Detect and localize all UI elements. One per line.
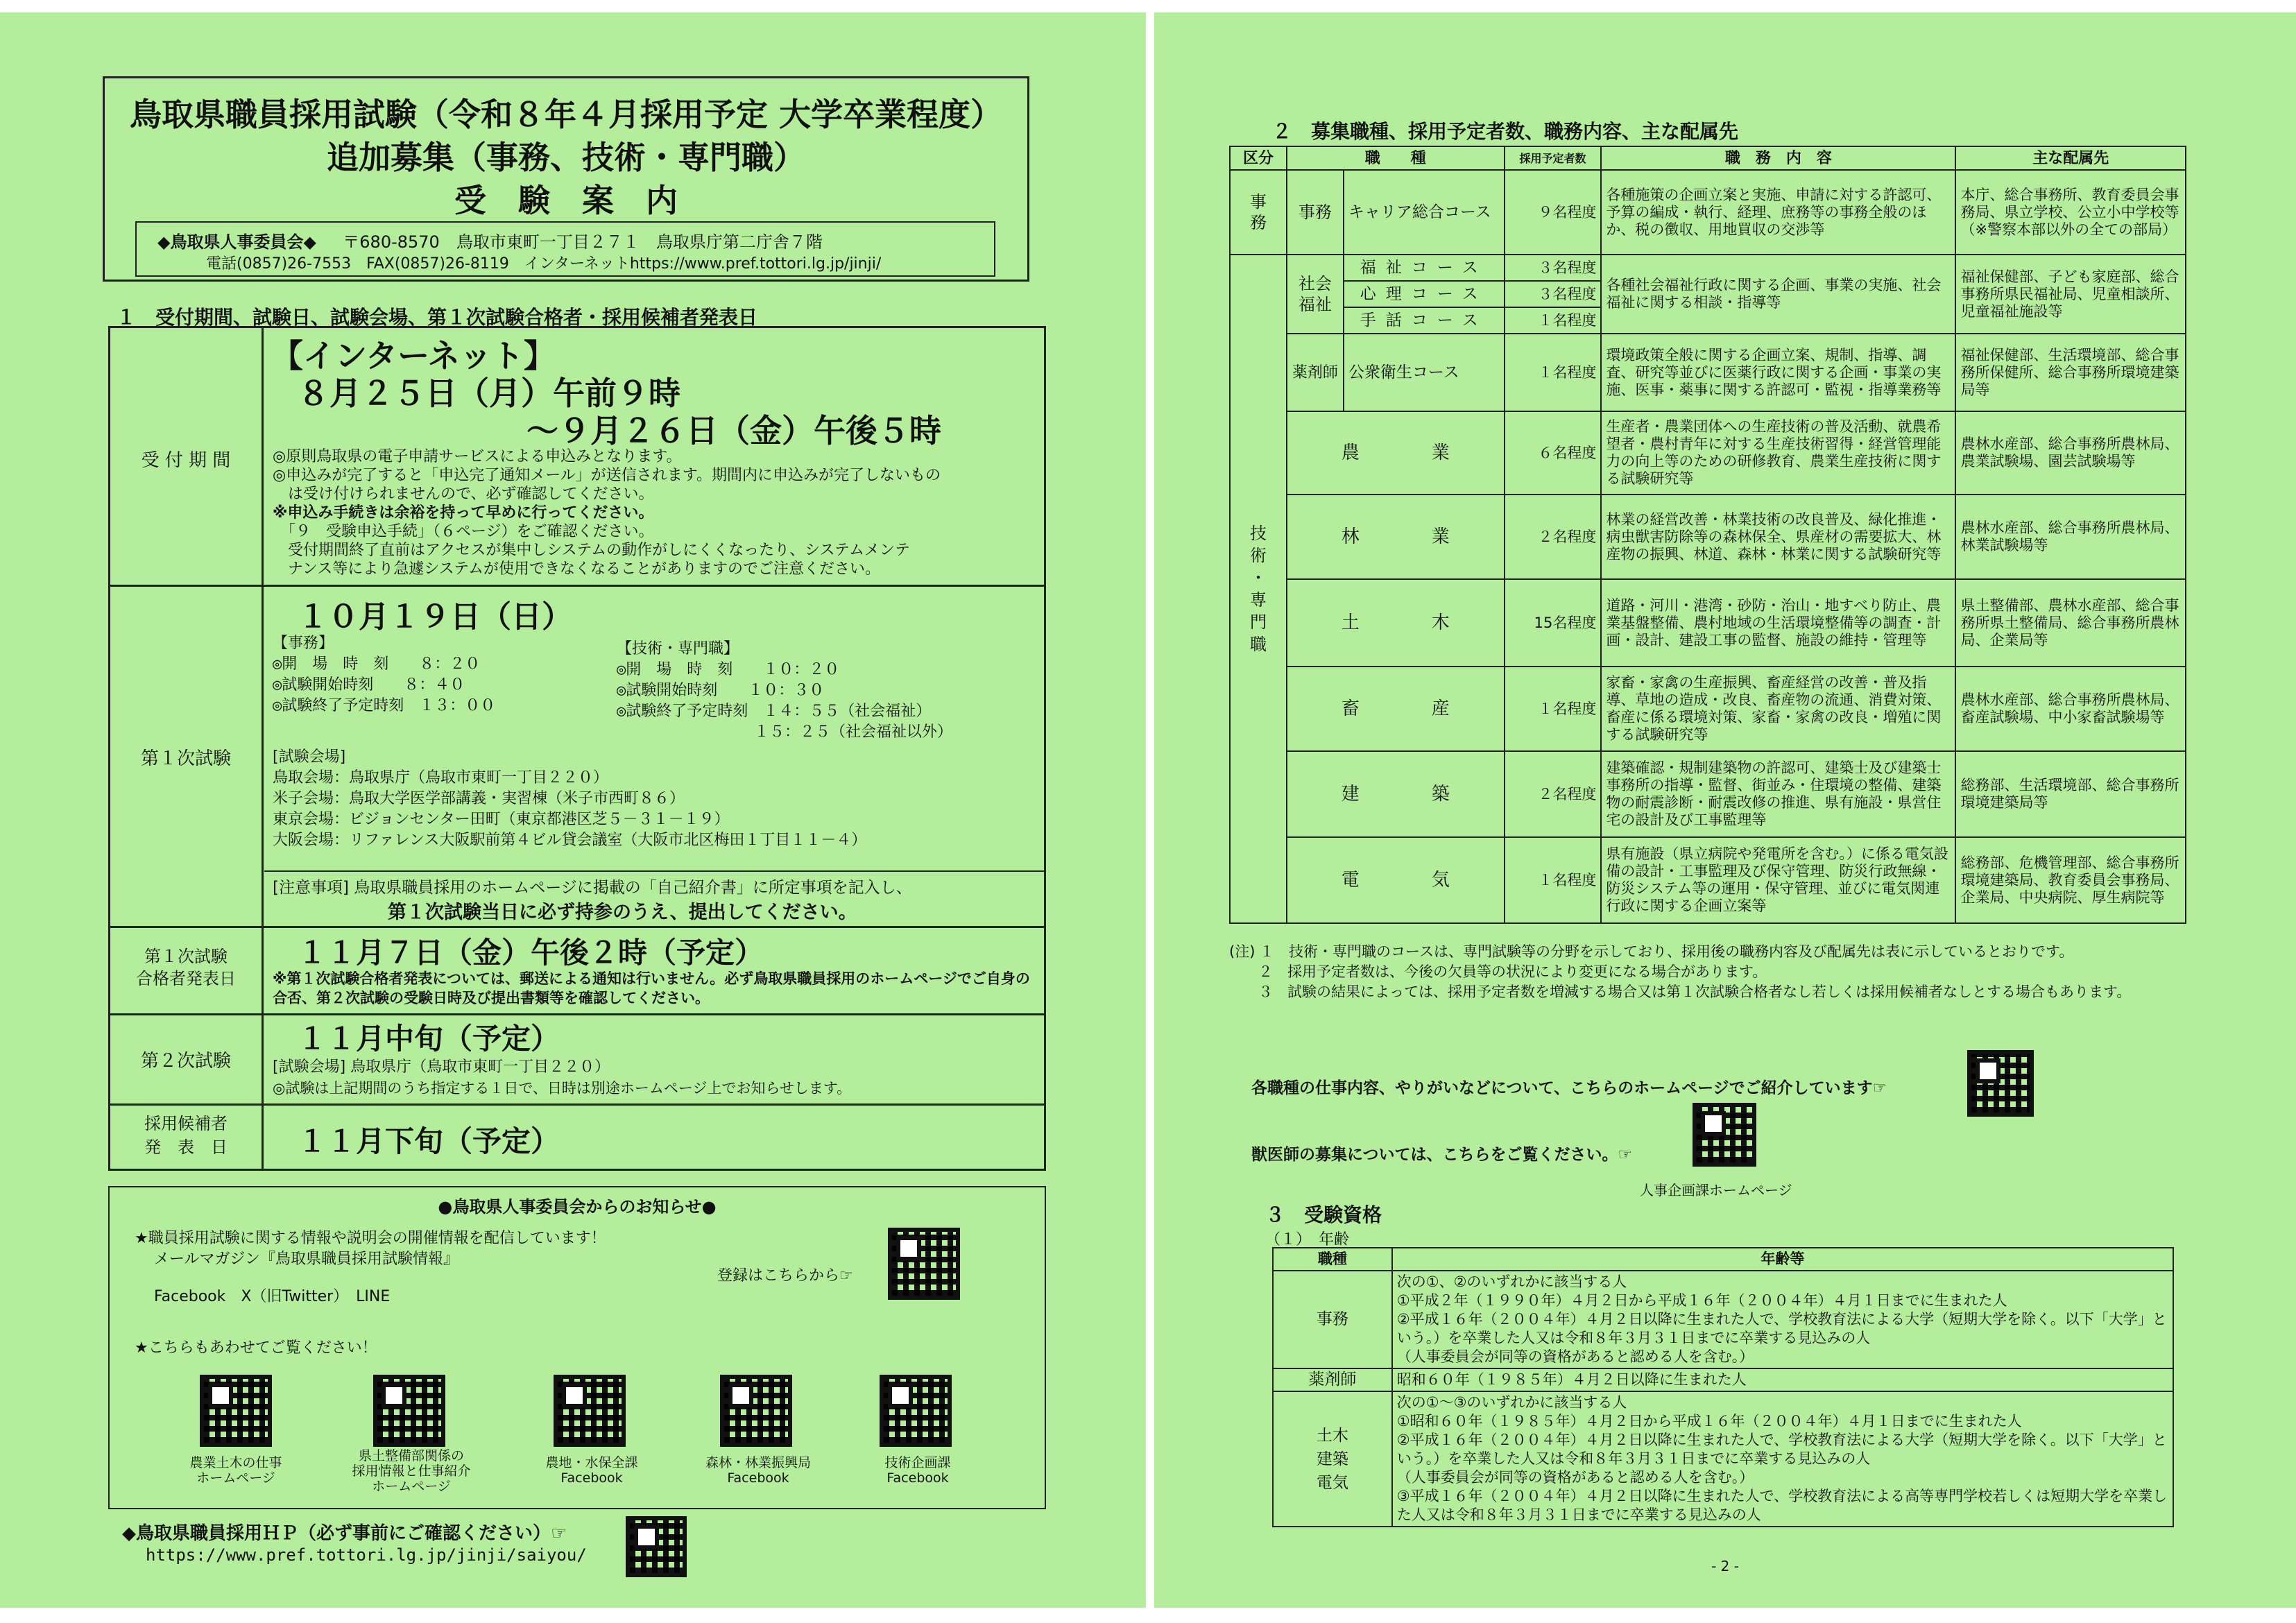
intro-line: 各職種の仕事内容、やりがいなどについて、こちらのホームページでご紹介しています☞ bbox=[1251, 1079, 1887, 1097]
name-cell: 電 気 bbox=[1287, 837, 1505, 923]
sub-cell: 薬剤師 bbox=[1287, 334, 1344, 411]
count-cell: １名程度 bbox=[1505, 667, 1602, 751]
first-exam-jimu: 【事務】 ◎開 場 時 刻 ８：２０ ◎試験開始時刻 ８：４０ ◎試験終了予定時刻 １３：００ bbox=[273, 635, 496, 714]
candidate-date: １１月下旬（予定） bbox=[298, 1124, 560, 1158]
age-job-cell: 薬剤師 bbox=[1273, 1368, 1392, 1391]
name-cell: 福祉コース bbox=[1344, 255, 1505, 281]
caution-1: [注意事項] 鳥取県職員採用のホームページに掲載の「自己紹介書」に所定事項を記入し、 bbox=[273, 879, 912, 897]
first-result-date: １１月７日（金）午後２時（予定） bbox=[298, 936, 764, 970]
reception-label: 受 付 期 間 bbox=[141, 450, 231, 471]
count-cell: １名程度 bbox=[1505, 837, 1602, 923]
schedule-box bbox=[108, 326, 1046, 1171]
name-cell: 農 業 bbox=[1287, 411, 1505, 495]
age-detail-cell: 次の①～③のいずれかに該当する人 ①昭和６０年（１９８５年）４月２日から平成１６年（２００４年）４月１日までに生まれた人 ②平成１６年（２００４年）４月２日以降に生まれた人で、学校教育法による大学（短期大学を除く。以下「大学」という。）を卒業した人又は令和８年３月３１日までに卒業する見込みの人 （人事委員会が同等の資格があると認める人を含む。） ③平成１６年（２００４年）４月２日以降に生まれた人で、学校教育法による高等専門学校若しくは短期大学を卒業した人又は令和８年３月３１日までに卒業する見込みの人 bbox=[1392, 1391, 2173, 1527]
duty-cell: 家畜・家禽の生産振興、畜産経営の改善・普及指導、草地の造成・改良、畜産物の流通、消費対策、畜産に係る環境対策、家畜・家禽の改良・増殖に関する試験研究等 bbox=[1601, 667, 1955, 751]
qr-caption: 人事企画課ホームページ bbox=[1640, 1182, 1792, 1199]
count-cell: ３名程度 bbox=[1505, 281, 1602, 307]
second-exam-date: １１月中旬（予定） bbox=[298, 1022, 560, 1056]
contact-address: 〒680-8570 鳥取市東町一丁目２７１ 鳥取県庁第二庁舎７階 bbox=[343, 232, 823, 252]
duty-cell: 各種施策の企画立案と実施、申請に対する許認可、予算の編成・執行、経理、庶務等の事務全般のほか、税の徴収、用地買収の交渉等 bbox=[1601, 170, 1955, 255]
age-header-cell: 年齢等 bbox=[1392, 1248, 2173, 1271]
duty-cell: 環境政策全般に関する企画立案、規制、指導、調査、研究等並びに医薬行政に関する企画・事業の実施、医事・薬事に関する許認可・監視・指導業務等 bbox=[1601, 334, 1955, 411]
header-cell: 主な配属先 bbox=[1955, 146, 2186, 170]
header-cell: 職 種 bbox=[1287, 146, 1505, 170]
place-cell: 総務部、生活環境部、総合事務所環境建築局等 bbox=[1955, 751, 2186, 837]
name-cell: 公衆衛生コース bbox=[1344, 334, 1505, 411]
reception-notes: ◎原則鳥取県の電子申請サービスによる申込みとなります。 ◎申込みが完了すると「申込完了通知メール」が送信されます。期間内に申込みが完了しないもの は受け付けられませんので、必ず確認してください。 ※申込み手続きは余裕を持って早めに行ってください。 「９ 受験申込手続」（６ページ）をご確認ください。 受付期間終了直前はアクセスが集中しシステムの動作がしにくくなったり、システムメンテ ナンス等により急遽システムが使用できなくなることがありますのでご注意ください。 bbox=[273, 448, 941, 578]
candidate-label: 採用候補者 発 表 日 bbox=[144, 1114, 228, 1157]
link-qr-code[interactable] bbox=[373, 1375, 445, 1447]
link-qr-code[interactable] bbox=[554, 1375, 626, 1447]
link-label: 県土整備部関係の 採用情報と仕事紹介 ホームページ bbox=[352, 1448, 471, 1494]
hp-label: ◆鳥取県職員採用ＨＰ（必ず事前にご確認ください）☞ bbox=[122, 1523, 567, 1544]
reception-tag: 【インターネット】 bbox=[271, 337, 556, 375]
name-cell: 土 木 bbox=[1287, 579, 1505, 667]
age-detail-cell: 昭和６０年（１９８５年）４月２日以降に生まれた人 bbox=[1392, 1368, 2173, 1391]
link-label: 技術企画課 Facebook bbox=[884, 1455, 951, 1486]
duty-cell: 建築確認・規制建築物の許認可、建築士及び建築士事務所の指導・監督、街並み・住環境の整備、建築物の耐震診断・耐震改修の推進、県有施設・県営住宅の設計及び工事監理等 bbox=[1601, 751, 1955, 837]
mailmag-qr-code[interactable] bbox=[888, 1228, 960, 1300]
second-exam-label: 第２次試験 bbox=[140, 1051, 231, 1072]
count-cell: ２名程度 bbox=[1505, 495, 1602, 579]
place-cell: 福祉保健部、生活環境部、総合事務所保健所、総合事務所環境建築局等 bbox=[1955, 334, 2186, 411]
first-result-note: ※第１次試験合格者発表については、郵送による通知は行いません。必ず鳥取県職員採用のホームページでご自身の合否、第２次試験の受験日時及び提出書類等を確認してください。 bbox=[273, 970, 1030, 1006]
place-cell: 総務部、危機管理部、総合事務所環境建築局、教育委員会事務局、企業局、中央病院、厚生病院等 bbox=[1955, 837, 2186, 923]
job-table bbox=[1229, 146, 2186, 924]
header-cell: 区分 bbox=[1230, 146, 1287, 170]
venue-list: [試験会場] 鳥取会場：鳥取県庁（鳥取市東町一丁目２２０） 米子会場：鳥取大学医学部講義・実習棟（米子市西町８６） 東京会場：ビジョンセンター田町（東京都港区芝５－３１－１９） 大阪会場：リファレンス大阪駅前第４ビル貸会議室（大阪市北区梅田１丁目１１－４） bbox=[273, 748, 867, 849]
count-cell: ６名程度 bbox=[1505, 411, 1602, 495]
age-job-cell: 土木 建築 電気 bbox=[1273, 1391, 1392, 1527]
name-cell: キャリア総合コース bbox=[1344, 170, 1505, 255]
title-box bbox=[103, 76, 1029, 282]
name-cell: 建 築 bbox=[1287, 751, 1505, 837]
age-subheading: （１） 年齢 bbox=[1265, 1231, 1350, 1248]
count-cell: 15名程度 bbox=[1505, 579, 1602, 667]
duty-cell: 生産者・農業団体への生産技術の普及活動、就農希望者・農村青年に対する生産技術習得・経営管理能力の向上等のための研修教育、農業生産技術に関する試験研究等 bbox=[1601, 411, 1955, 495]
second-exam-note: ◎試験は上記期間のうち指定する１日で、日時は別途ホームページ上でお知らせします。 bbox=[273, 1080, 852, 1097]
count-cell: ９名程度 bbox=[1505, 170, 1602, 255]
place-cell: 農林水産部、総合事務所農林局、農業試験場、園芸試験場等 bbox=[1955, 411, 2186, 495]
intro-qr-code[interactable] bbox=[1967, 1050, 2034, 1117]
duty-cell: 道路・河川・港湾・砂防・治山・地すべり防止、農業基盤整備、農村地域の生活環境整備等の調査・計画・設計、建設工事の監督、施設の維持・管理等 bbox=[1601, 579, 1955, 667]
contact-org: ◆鳥取県人事委員会◆ bbox=[157, 232, 316, 252]
link-qr-code[interactable] bbox=[720, 1375, 792, 1447]
name-cell: 林 業 bbox=[1287, 495, 1505, 579]
vet-qr-code[interactable] bbox=[1693, 1103, 1756, 1167]
age-header-cell: 職種 bbox=[1273, 1248, 1392, 1271]
contact-phone: 電話(0857)26-7553 FAX(0857)26-8119 インターネットhttps://www.pref.tottori.lg.jp/jinji/ bbox=[206, 255, 882, 273]
first-exam-date: １０月１９日（日） bbox=[298, 599, 572, 635]
left-page bbox=[0, 12, 1146, 1608]
section2-heading: ２ 募集職種、採用予定者数、職務内容、主な配属先 bbox=[1272, 120, 1739, 143]
duty-cell: 各種社会福祉行政に関する企画、事業の実施、社会福祉に関する相談・指導等 bbox=[1601, 255, 1955, 334]
age-job-cell: 事務 bbox=[1273, 1271, 1392, 1368]
section3-heading: ３ 受験資格 bbox=[1265, 1203, 1382, 1226]
first-result-label: 第１次試験 合格者発表日 bbox=[136, 947, 236, 988]
name-cell: 手話コース bbox=[1344, 307, 1505, 334]
second-exam-venue: [試験会場] 鳥取県庁（鳥取市東町一丁目２２０） bbox=[273, 1058, 610, 1076]
hp-qr-code[interactable] bbox=[626, 1516, 687, 1577]
page-number: - 2 - bbox=[1711, 1558, 1739, 1574]
contact-box bbox=[135, 221, 995, 277]
header-cell: 採用予定者数 bbox=[1505, 146, 1602, 170]
vet-line: 獣医師の募集については、こちらをご覧ください。☞ bbox=[1251, 1146, 1633, 1164]
link-label: 農業土木の仕事 ホームページ bbox=[189, 1455, 282, 1486]
sub-cell: 事務 bbox=[1287, 170, 1344, 255]
reception-end: ～９月２６日（金）午後５時 bbox=[526, 412, 941, 449]
name-cell: 心理コース bbox=[1344, 281, 1505, 307]
count-cell: １名程度 bbox=[1505, 334, 1602, 411]
link-label: 農地・水保全課 Facebook bbox=[545, 1455, 638, 1486]
sub-cell: 社会 福祉 bbox=[1287, 255, 1344, 334]
header-cell: 職 務 内 容 bbox=[1601, 146, 1955, 170]
count-cell: ３名程度 bbox=[1505, 255, 1602, 281]
link-label: 森林・林業振興局 Facebook bbox=[705, 1455, 811, 1486]
place-cell: 福祉保健部、子ども家庭部、総合事務所県民福祉局、児童相談所、児童福祉施設等 bbox=[1955, 255, 2186, 334]
age-table bbox=[1272, 1247, 2174, 1527]
caution-2: 第１次試験当日に必ず持参のうえ、提出してください。 bbox=[388, 902, 857, 923]
notice-line2: メールマガジン『鳥取県職員採用試験情報』 bbox=[154, 1251, 459, 1268]
place-cell: 農林水産部、総合事務所農林局、畜産試験場、中小家畜試験場等 bbox=[1955, 667, 2186, 751]
cat-cell: 技 術 ・ 専 門 職 bbox=[1230, 255, 1287, 923]
count-cell: １名程度 bbox=[1505, 307, 1602, 334]
notice-sns: Facebook X（旧Twitter） LINE bbox=[154, 1288, 391, 1305]
link-qr-code[interactable] bbox=[200, 1375, 272, 1447]
age-detail-cell: 次の①、②のいずれかに該当する人 ①平成２年（１９９０年）４月２日から平成１６年（２００４年）４月１日までに生まれた人 ②平成１６年（２００４年）４月２日以降に生まれた人で、学校教育法による大学（短期大学を除く。以下「大学」という。）を卒業した人又は令和８年３月３１日までに卒業する見込みの人 （人事委員会が同等の資格があると認める人を含む。） bbox=[1392, 1271, 2173, 1368]
place-cell: 本庁、総合事務所、教育委員会事務局、県立学校、公立小中学校等（※警察本部以外の全ての部局） bbox=[1955, 170, 2186, 255]
first-exam-gijutsu: 【技術・専門職】 ◎開 場 時 刻 １０：２０ ◎試験開始時刻 １０：３０ ◎試験終了予定時刻 １４：５５（社会福祉） １５：２５（社会福祉以外） bbox=[617, 640, 953, 741]
title-line3: 受 験 案 内 bbox=[454, 182, 678, 219]
title-line2: 追加募集（事務、技術・専門職） bbox=[327, 139, 805, 176]
section1-heading: １ 受付期間、試験日、試験会場、第１次試験合格者・採用候補者発表日 bbox=[117, 306, 758, 329]
duty-cell: 県有施設（県立病院や発電所を含む。）に係る電気設備の設計・工事監理及び保守管理、防災行政無線・防災システム等の運用・保守管理、並びに電気関連行政に関する企画立案等 bbox=[1601, 837, 1955, 923]
cat-cell: 事 務 bbox=[1230, 170, 1287, 255]
right-page bbox=[1154, 12, 2296, 1608]
notice-heading: ●鳥取県人事委員会からのお知らせ● bbox=[438, 1197, 717, 1217]
notice-box bbox=[108, 1186, 1046, 1509]
place-cell: 農林水産部、総合事務所農林局、林業試験場等 bbox=[1955, 495, 2186, 579]
notice-register: 登録はこちらから☞ bbox=[717, 1267, 853, 1285]
first-exam-label: 第１次試験 bbox=[140, 748, 231, 769]
reception-start: ８月２５日（月）午前９時 bbox=[298, 375, 680, 412]
link-qr-code[interactable] bbox=[880, 1375, 952, 1447]
notice-also: ★こちらもあわせてご覧ください！ bbox=[135, 1339, 377, 1357]
duty-cell: 林業の経営改善・林業技術の改良普及、緑化推進・病虫獣害防除等の森林保全、県産材の需要拡大、林産物の振興、林道、森林・林業に関する試験研究等 bbox=[1601, 495, 1955, 579]
notice-line1: ★職員採用試験に関する情報や説明会の開催情報を配信しています！ bbox=[135, 1230, 606, 1247]
title-line1: 鳥取県職員採用試験（令和８年４月採用予定 大学卒業程度） bbox=[129, 96, 1002, 133]
table-notes: (注) １ 技術・専門職のコースは、専門試験等の分野を示しており、採用後の職務内容及び配属先は表に示しているとおりです。 ２ 採用予定者数は、今後の欠員等の状況により変更になる場合があります。 ３ 試験の結果によっては、採用予定者数を増減する場合又は第１次試験合格者なし若しくは採用候補者なしとする場合もあります。 bbox=[1229, 943, 2132, 1000]
count-cell: ２名程度 bbox=[1505, 751, 1602, 837]
name-cell: 畜 産 bbox=[1287, 667, 1505, 751]
place-cell: 県土整備部、農林水産部、総合事務所県土整備局、総合事務所農林局、企業局等 bbox=[1955, 579, 2186, 667]
hp-url[interactable]: https://www.pref.tottori.lg.jp/jinji/saiyou/ bbox=[146, 1545, 587, 1565]
